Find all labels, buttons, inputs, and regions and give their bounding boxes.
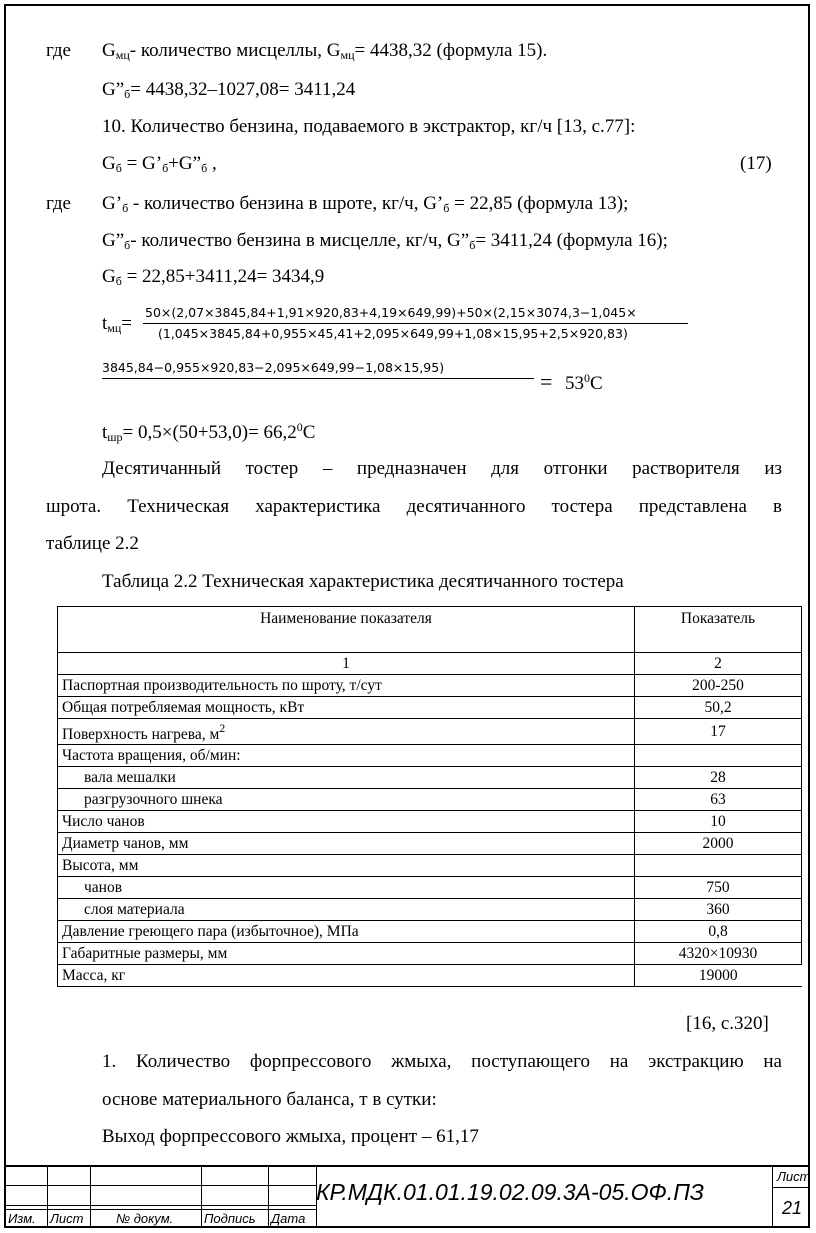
symbol: G bbox=[102, 153, 116, 174]
formula-lhs bbox=[102, 313, 132, 336]
formula-numerator-continued: 3845,84−0,955×920,83−2,095×649,99−1,08×15,95) bbox=[102, 360, 445, 375]
table-column-number: 2 bbox=[635, 653, 802, 675]
subscript: б bbox=[115, 161, 122, 175]
cell-text: Габаритные размеры, мм bbox=[62, 945, 228, 962]
text-line-2 bbox=[102, 79, 355, 102]
table-cell-value: 360 bbox=[635, 899, 802, 921]
table-cell-value: 2000 bbox=[635, 833, 802, 855]
table-cell-value: 17 bbox=[635, 719, 802, 745]
table-cell-name bbox=[58, 833, 635, 855]
cell-text: Частота вращения, об/мин: bbox=[62, 747, 241, 764]
table-cell-name bbox=[58, 965, 635, 987]
text-span: = 4438,32–1027,08= 3411,24 bbox=[130, 79, 356, 100]
text-line-5 bbox=[102, 193, 628, 216]
text-span: - количество бензина в мисцелле, кг/ч, G” bbox=[130, 230, 470, 251]
formula-result-equals: = bbox=[540, 369, 553, 394]
table-row bbox=[58, 833, 802, 855]
table-header-row bbox=[58, 607, 802, 653]
text-span: - количество мисцеллы, G bbox=[129, 40, 341, 61]
table-cell-name bbox=[58, 943, 635, 965]
table-header-name: Наименование показателя bbox=[58, 607, 635, 653]
sheet-label: Лист bbox=[777, 1169, 811, 1184]
document-number: КР.МДК.01.01.19.02.09.3А-05.ОФ.ПЗ bbox=[316, 1179, 704, 1205]
cell-text: чанов bbox=[84, 879, 123, 896]
table-row bbox=[58, 767, 802, 789]
symbol: G bbox=[102, 266, 116, 287]
table-cell-value: 4320×10930 bbox=[635, 943, 802, 965]
table-number-row bbox=[58, 653, 802, 675]
table-cell-name bbox=[58, 899, 635, 921]
text-span: = 22,85+3411,24= 3434,9 bbox=[121, 266, 325, 287]
cell-text: Паспортная производительность по шроту, т/сут bbox=[62, 677, 382, 694]
table-row bbox=[58, 789, 802, 811]
fraction-bar bbox=[143, 323, 688, 324]
unit: С bbox=[302, 422, 316, 443]
paragraph-2-line-1: 1. Количество форпрессового жмыха, поступающего на экстракцию на bbox=[102, 1051, 782, 1072]
table-cell-value bbox=[635, 745, 802, 767]
subscript: б bbox=[124, 238, 131, 252]
cell-text: Поверхность нагрева, м bbox=[62, 726, 220, 743]
unit: С bbox=[590, 373, 603, 394]
subscript: мц bbox=[340, 48, 355, 62]
formula-denominator: (1,045×3845,84+0,955×45,41+2,095×649,99+1,08×15,95+2,5×920,83) bbox=[158, 326, 628, 341]
cell-text: Число чанов bbox=[62, 813, 145, 830]
cell-text: Давление греющего пара (избыточное), МПа bbox=[62, 923, 359, 940]
table-cell-value: 28 bbox=[635, 767, 802, 789]
table-cell-name bbox=[58, 855, 635, 877]
sheet-number: 21 bbox=[782, 1198, 803, 1218]
symbol: G” bbox=[102, 79, 125, 100]
table-cell-name bbox=[58, 921, 635, 943]
subscript: б bbox=[115, 274, 122, 288]
subscript: мц bbox=[107, 321, 122, 335]
table-row bbox=[58, 719, 802, 745]
text-line-6 bbox=[102, 230, 668, 253]
subscript: б bbox=[469, 238, 476, 252]
table-cell-name bbox=[58, 697, 635, 719]
paragraph-3: Выход форпрессового жмыха, процент – 61,17 bbox=[102, 1126, 479, 1147]
text-span: - количество бензина в шроте, кг/ч, G’ bbox=[128, 193, 444, 214]
table-cell-value: 50,2 bbox=[635, 697, 802, 719]
value: 53 bbox=[565, 373, 584, 394]
table-cell-value: 63 bbox=[635, 789, 802, 811]
formula-numerator: 50×(2,07×3845,84+1,91×920,83+4,19×649,99)+50×(2,15×3074,3−1,045× bbox=[145, 305, 637, 320]
table-row bbox=[58, 811, 802, 833]
table-row bbox=[58, 675, 802, 697]
table-cell-value bbox=[635, 855, 802, 877]
subscript: б bbox=[122, 201, 129, 215]
table-cell-name bbox=[58, 877, 635, 899]
symbol: G bbox=[102, 40, 116, 61]
cell-text: Масса, кг bbox=[62, 967, 126, 984]
table-cell-name bbox=[58, 789, 635, 811]
text-line-3: 10. Количество бензина, подаваемого в экстрактор, кг/ч [13, с.77]: bbox=[102, 116, 636, 137]
table-cell-value: 19000 bbox=[635, 965, 802, 987]
table-caption: Таблица 2.2 Техническая характеристика десятичанного тостера bbox=[102, 571, 624, 592]
table-row bbox=[58, 899, 802, 921]
source-reference: [16, с.320] bbox=[686, 1013, 769, 1034]
symbol: t bbox=[102, 422, 108, 443]
table-row bbox=[58, 745, 802, 767]
superscript: 0 bbox=[296, 420, 303, 434]
spec-table bbox=[57, 606, 802, 987]
cell-text: слоя материала bbox=[84, 901, 185, 918]
symbol: t bbox=[102, 313, 108, 334]
label-where: где bbox=[46, 40, 71, 61]
text-span: = G’ bbox=[121, 153, 163, 174]
stamp-label-date: Дата bbox=[271, 1211, 306, 1226]
stamp-label-signature: Подпись bbox=[204, 1211, 256, 1226]
title-block bbox=[4, 1165, 810, 1228]
subscript: б bbox=[443, 201, 450, 215]
table-row bbox=[58, 921, 802, 943]
text-span: = 3411,24 (формула 16); bbox=[475, 230, 668, 251]
table-cell-value: 200-250 bbox=[635, 675, 802, 697]
table-cell-name bbox=[58, 811, 635, 833]
table-row bbox=[58, 965, 802, 987]
cell-text: вала мешалки bbox=[84, 769, 176, 786]
table-column-number: 1 bbox=[58, 653, 635, 675]
fraction-bar-continued bbox=[102, 378, 534, 379]
formula-number: (17) bbox=[740, 153, 772, 174]
symbol: G” bbox=[102, 230, 125, 251]
table-row bbox=[58, 943, 802, 965]
text-span: , bbox=[207, 153, 217, 174]
paragraph-1-line-1: Десятичанный тостер – предназначен для отгонки растворителя из bbox=[102, 458, 782, 479]
table-cell-name bbox=[58, 745, 635, 767]
stamp-label-change: Изм. bbox=[8, 1211, 36, 1226]
text-span: +G” bbox=[168, 153, 202, 174]
label-where-2: где bbox=[46, 193, 71, 214]
table-row bbox=[58, 697, 802, 719]
cell-text: разгрузочного шнека bbox=[84, 791, 223, 808]
table-cell-value: 10 bbox=[635, 811, 802, 833]
text-line-8 bbox=[102, 420, 315, 445]
formula-result bbox=[565, 371, 603, 395]
table-cell-value: 750 bbox=[635, 877, 802, 899]
table-cell-name bbox=[58, 719, 635, 745]
text-line-1-body bbox=[102, 40, 547, 63]
text-span: = 4438,32 (формула 15). bbox=[354, 40, 548, 61]
table-row bbox=[58, 855, 802, 877]
superscript: 0 bbox=[584, 371, 590, 385]
formula-17 bbox=[102, 153, 217, 176]
table-cell-value: 0,8 bbox=[635, 921, 802, 943]
stamp-label-sheet: Лист bbox=[50, 1211, 84, 1226]
paragraph-1-line-2: шрота. Техническая характеристика десятичанного тостера представлена в bbox=[46, 496, 782, 517]
stamp-label-doc-number: № докум. bbox=[116, 1211, 174, 1226]
superscript: 2 bbox=[219, 721, 226, 735]
text-line-1 bbox=[46, 40, 71, 62]
text-span: = 0,5×(50+53,0)= 66,2 bbox=[122, 422, 297, 443]
symbol: G’ bbox=[102, 193, 123, 214]
table-cell-name bbox=[58, 767, 635, 789]
text-span: = 22,85 (формула 13); bbox=[449, 193, 629, 214]
subscript: б bbox=[124, 87, 131, 101]
subscript: шр bbox=[107, 430, 123, 444]
subscript: б bbox=[162, 161, 169, 175]
equals: = bbox=[121, 313, 133, 334]
table-row bbox=[58, 877, 802, 899]
table-header-value: Показатель bbox=[635, 607, 802, 653]
subscript: б bbox=[201, 161, 208, 175]
paragraph-1-line-3: таблице 2.2 bbox=[46, 533, 139, 554]
paragraph-2-line-2: основе материального баланса, т в сутки: bbox=[102, 1089, 437, 1110]
text-line-7 bbox=[102, 266, 324, 289]
cell-text: Диаметр чанов, мм bbox=[62, 835, 189, 852]
subscript: мц bbox=[115, 48, 130, 62]
cell-text: Высота, мм bbox=[62, 857, 139, 874]
table-cell-name bbox=[58, 675, 635, 697]
cell-text: Общая потребляемая мощность, кВт bbox=[62, 699, 305, 716]
